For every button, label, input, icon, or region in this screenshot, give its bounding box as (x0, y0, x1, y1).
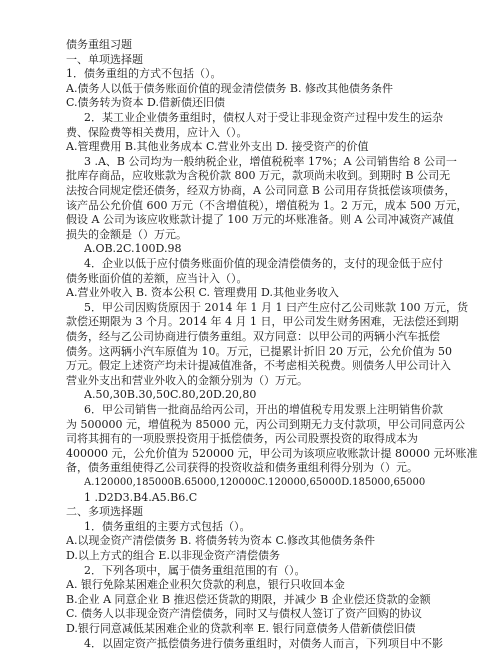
line-q6-opts: A.120000,185000B.65000,120000C.120000,65000D.185000,65000 (84, 477, 426, 488)
line-m1-opts-d: D.以上方式的组合 E.以非现金资产清偿债务 (66, 549, 280, 562)
line-q2-opts: A.管理费用 B.其他业务成本 C.营业外支出 D. 接受资产的价值 (66, 140, 369, 154)
line-q5-l6: 营业外支出和营业外收入的金额分别为（）万元。 (66, 373, 308, 387)
line-q3-l5: 假设 A 公司为该应收账款计提了 100 万元的坏账准备。则 A 公司冲减资产减值 (66, 213, 454, 227)
line-m2: 2．下列各项中，属于债务重组范围的有（）。 (84, 563, 306, 577)
line-q1-opts-a: A.债务人以低于债务账面价值的现金清偿债务 B. 修改其他债务条件 (66, 81, 394, 95)
line-m3: 4．以固定资产抵偿债务进行债务重组时，对债务人而言，下列项目中不影 (84, 636, 443, 650)
line-q4-l2: 债务账面价值的差额，应当计入（）。 (66, 271, 248, 285)
line-q2-l1: 2．某工业企业债务重组时，债权人对于受让非现金资产过程中发生的运杂 (84, 111, 443, 124)
section-heading-multiple-choice: 二、多项选择题 (66, 505, 143, 519)
line-q5-l5: 万元。假定上述资产均未计提减值准备，不考虑相关税费。则债务人甲公司计入 (66, 359, 451, 373)
line-m1-opts-a: A.以现金资产清偿债务 B. 将债务转为资本 C.修改其他债务条件 (66, 534, 376, 548)
line-q3-l1: 3 .A、B 公司均为一般纳税企业，增值税税率 17%；A 公司销售给 8 公司一 (84, 154, 457, 168)
line-m2-a: A. 银行免除某困难企业积欠贷款的利息，银行只收回本金 (66, 578, 345, 592)
line-q6-l4: 400000 元，公允价值为 520000 元，甲公司为该项应收账款计提 80000 元坏账准 (66, 446, 478, 460)
section-heading-single-choice: 一、单项选择题 (66, 52, 143, 66)
line-q6-l1: 6．甲公司销售一批商品给丙公司，开出的增值税专用发票上注明销售价款 (84, 403, 443, 416)
line-q3-l3: 法按合同规定偿还债务，经双方协商，A 公司同意 B 公司用存货抵偿该项债务， (66, 184, 456, 197)
line-q3-l6: 损失的金额是（）万元。 (66, 227, 187, 241)
line-q5-opts: A.50,30B.30,50C.80,20D.20,80 (84, 388, 257, 402)
line-q1-opts-c: C.债务转为资本 D.借新债还旧债 (66, 96, 225, 110)
line-q3-l2: 批库存商品，应收账款为含税价款 800 万元，款项尚未收到。到期时 B 公司无 (66, 169, 451, 183)
line-q1: 1．债务重组的方式不包括（）。 (66, 67, 222, 81)
line-q5-l3: 债务，经与乙公司协商进行债务重组。双方同意：以甲公司的两辆小汽车抵偿 (66, 330, 440, 343)
answer-key-single-choice: 1 .D2D3.B4.A5.B6.C (84, 490, 198, 504)
line-m2-c: C. 债务人以非现金资产清偿债务，同时又与债权人签订了资产回购的协议 (66, 607, 423, 621)
line-q4-opts: A.营业外收入 B. 资本公积 C. 管理费用 D.其他业务收入 (66, 286, 339, 300)
line-q3-l4: 该产品公允价值 600 万元（不含增值税），增值税为 1。2 万元，成本 500 万元， (66, 198, 468, 212)
line-q6-l3: 司将其拥有的一项股票投资用于抵偿债务，丙公司股票投资的取得成本为 (66, 432, 418, 446)
doc-title: 债务重组习题 (66, 38, 132, 51)
line-q4-l1: 4．企业以低于应付债务账面价值的现金清偿债务的，支付的现金低于应付 (84, 257, 443, 270)
line-q3-opts: A.OB.2C.100D.98 (84, 242, 182, 256)
line-m2-b: B.企业 A 同意企业 B 推迟偿还货款的期限，并减少 B 企业偿还贷款的金额 (66, 592, 431, 606)
line-q5-l1: 5．甲公司因购货原因于 2014 年 1 月 1 曰产生应付乙公司账款 100 万元，货 (84, 300, 468, 314)
line-q5-l4: 债务。这两辆小汽车原值为 10。万元，已提累计折旧 20 万元，公允价值为 50 (66, 344, 452, 358)
line-q6-l5: 备，债务重组使得乙公司获得的投资收益和债务重组利得分别为（）元。 (66, 461, 418, 475)
line-m1: 1．债务重组的主要方式包括（）。 (84, 519, 251, 533)
line-q2-l2: 费、保险费等相关费用，应计入（）。 (66, 125, 248, 139)
line-m2-d: D.银行同意减低某困难企业的贷款利率 E. 银行同意债务人借新债偿旧债 (66, 622, 416, 635)
line-q6-l2: 为 500000 元，增值税为 85000 元，丙公司到期无力支付款项，甲公司同意丙公 (66, 417, 465, 431)
line-q5-l2: 款偿还期限为 3 个月。2014 年 4 月 1 日，甲公司发生财务困难，无法偿还到期 (66, 315, 459, 329)
